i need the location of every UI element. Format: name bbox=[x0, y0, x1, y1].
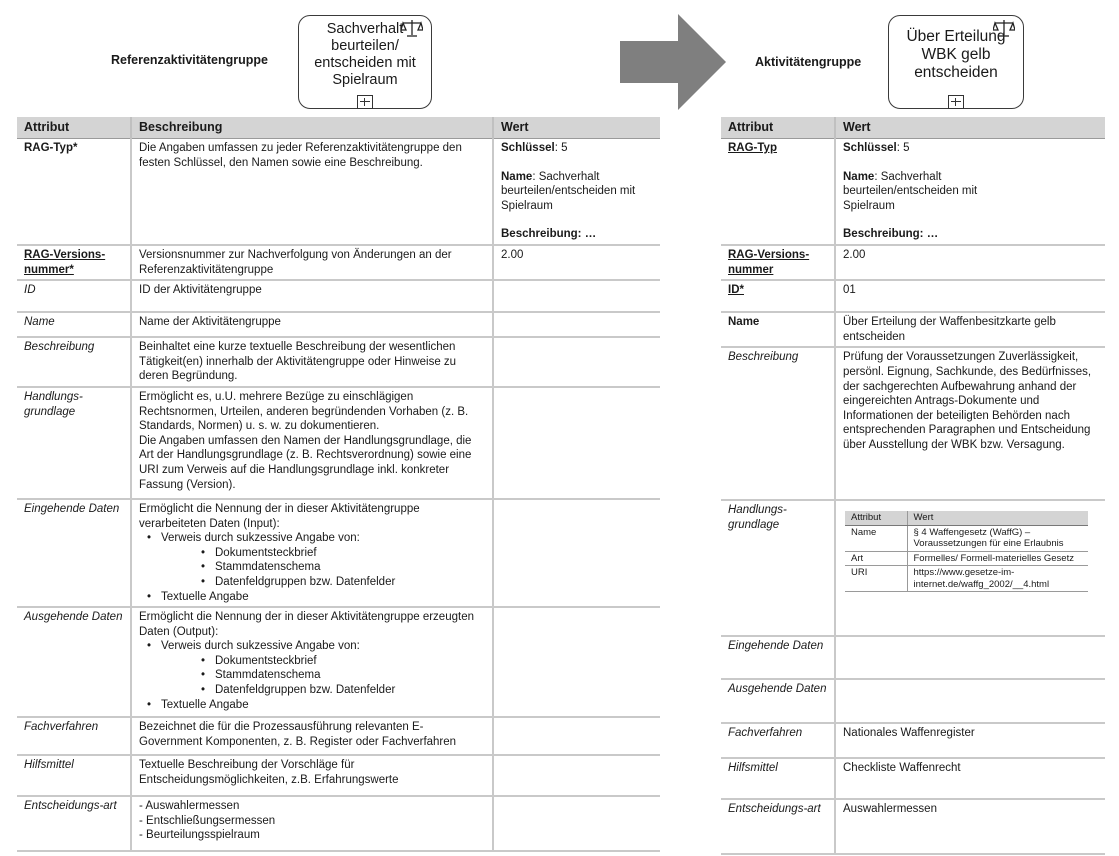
value-key-line bbox=[843, 141, 1098, 156]
table-row bbox=[17, 607, 660, 717]
attr-cell: Ausgehende Daten bbox=[17, 607, 131, 717]
task-line: Sachverhalt bbox=[326, 21, 404, 37]
list-item: • Dokumentsteckbrief bbox=[215, 654, 485, 669]
activity-task-title bbox=[906, 28, 1005, 82]
table-row bbox=[721, 799, 1105, 854]
attr-cell: Eingehende Daten bbox=[721, 636, 835, 679]
table-row bbox=[17, 139, 660, 245]
desc-cell: Textuelle Beschreibung der Vorschläge für Entscheidungsmöglichkeiten, z.B. Erfahrungswerte bbox=[131, 755, 493, 796]
key-value: : 5 bbox=[554, 142, 568, 154]
value-cell bbox=[835, 139, 1105, 245]
bullet-list bbox=[139, 531, 485, 604]
subtable-row bbox=[845, 551, 1088, 566]
reference-task-box[interactable] bbox=[298, 15, 432, 109]
table-row bbox=[721, 245, 1105, 280]
task-line: WBK gelb bbox=[921, 46, 991, 63]
sub-value: § 4 Waffengesetz (WaffG) – Voraussetzungen für eine Erlaubnis bbox=[907, 525, 1088, 551]
task-line: entscheiden mit bbox=[314, 55, 416, 71]
sub-bullet-list bbox=[161, 654, 485, 698]
table-row bbox=[721, 723, 1105, 758]
value-cell bbox=[835, 636, 1105, 679]
table-row bbox=[721, 139, 1105, 245]
bullet-list bbox=[139, 639, 485, 712]
desc-line: - Beurteilungsspielraum bbox=[139, 829, 260, 842]
table-row bbox=[721, 312, 1105, 347]
value-cell: Checkliste Waffenrecht bbox=[835, 758, 1105, 799]
attr-cell: Eingehende Daten bbox=[17, 499, 131, 607]
sub-key: URI bbox=[845, 566, 907, 592]
attr-cell: Name bbox=[17, 312, 131, 337]
name-label: Name bbox=[501, 170, 533, 183]
column-header-wert: Wert bbox=[835, 117, 1105, 139]
value-cell bbox=[493, 717, 660, 755]
sub-header-wert: Wert bbox=[907, 511, 1088, 525]
reference-group-label: Referenzaktivitätengruppe bbox=[111, 53, 268, 67]
desc-intro: Ermöglicht die Nennung der in dieser Aktivitätengruppe verarbeiteten Daten (Input): bbox=[139, 502, 420, 530]
desc-intro: Ermöglicht die Nennung der in dieser Aktivitätengruppe erzeugten Daten (Output): bbox=[139, 611, 474, 638]
uri-link[interactable]: https://www.gesetze-im-internet.de/waffg_2002/__4.html bbox=[913, 567, 1050, 590]
attr-cell: RAG-Typ* bbox=[17, 139, 131, 245]
legal-basis-subtable bbox=[845, 511, 1088, 592]
attr-cell: Name bbox=[721, 312, 835, 347]
sub-value[interactable] bbox=[907, 566, 1088, 592]
desc-cell bbox=[131, 796, 493, 851]
table-header-row bbox=[721, 117, 1105, 139]
subprocess-plus-icon[interactable] bbox=[357, 95, 373, 109]
attr-cell: Beschreibung bbox=[721, 347, 835, 500]
table-header-row bbox=[17, 117, 660, 139]
value-name-line bbox=[501, 170, 653, 214]
attr-cell: Fachverfahren bbox=[721, 723, 835, 758]
table-row bbox=[721, 636, 1105, 679]
column-header-beschreibung: Beschreibung bbox=[131, 117, 493, 139]
value-cell bbox=[835, 679, 1105, 723]
subtable-row bbox=[845, 525, 1088, 551]
attr-cell: ID bbox=[17, 280, 131, 312]
attr-cell: RAG-Versions-nummer bbox=[721, 245, 835, 280]
value-cell bbox=[493, 312, 660, 337]
value-cell: 01 bbox=[835, 280, 1105, 312]
attr-cell: Fachverfahren bbox=[17, 717, 131, 755]
list-item: • Textuelle Angabe bbox=[161, 698, 485, 713]
table-row bbox=[17, 312, 660, 337]
desc-paragraph: Ermöglicht es, u.U. mehrere Bezüge zu einschlägigen Rechtsnormen, Urteilen, anderen begründenden Vorhaben (z. B. Standards, Normen) u. s. w. zu dokumentieren. bbox=[139, 390, 469, 433]
attr-cell: ID* bbox=[721, 280, 835, 312]
sub-header-attribut: Attribut bbox=[845, 511, 907, 525]
list-item: • Dokumentsteckbrief bbox=[215, 546, 485, 561]
attr-cell: RAG-Typ bbox=[721, 139, 835, 245]
list-item: • Stammdatenschema bbox=[215, 560, 485, 575]
list-item: • Datenfeldgruppen bzw. Datenfelder bbox=[215, 575, 485, 590]
task-line: Über Erteilung bbox=[906, 28, 1006, 45]
table-row bbox=[17, 280, 660, 312]
desc-cell: Beinhaltet eine kurze textuelle Beschreibung der wesentlichen Tätigkeit(en) innerhalb der Aktivitätengruppe oder Hinweise zu deren Begründung. bbox=[131, 337, 493, 387]
key-label: Schlüssel bbox=[501, 142, 555, 154]
subprocess-plus-icon[interactable] bbox=[948, 95, 964, 109]
table-row bbox=[721, 280, 1105, 312]
desc-cell: Die Angaben umfassen zu jeder Referenzaktivitätengruppe den festen Schlüssel, den Namen sowie eine Beschreibung. bbox=[131, 139, 493, 245]
attr-cell: Handlungs-grundlage bbox=[17, 387, 131, 499]
list-item: • Textuelle Angabe bbox=[161, 590, 485, 605]
value-cell bbox=[493, 280, 660, 312]
value-cell bbox=[493, 499, 660, 607]
table-row bbox=[721, 500, 1105, 636]
desc-cell: Versionsnummer zur Nachverfolgung von Änderungen an der Referenzaktivitätengruppe bbox=[131, 245, 493, 280]
column-header-wert: Wert bbox=[493, 117, 660, 139]
desc-cell bbox=[131, 499, 493, 607]
list-item: • Stammdatenschema bbox=[215, 668, 485, 683]
table-row bbox=[721, 347, 1105, 500]
attr-cell: RAG-Versions-nummer* bbox=[17, 245, 131, 280]
attr-cell: Entscheidungs-art bbox=[17, 796, 131, 851]
attr-cell: Ausgehende Daten bbox=[721, 679, 835, 723]
sub-bullet-list bbox=[161, 546, 485, 590]
value-cell bbox=[493, 755, 660, 796]
table-row bbox=[721, 679, 1105, 723]
activity-task-box[interactable] bbox=[888, 15, 1024, 109]
value-cell: 2.00 bbox=[493, 245, 660, 280]
name-value: : Sachverhalt beurteilen/entscheiden mit Spielraum bbox=[501, 170, 636, 212]
value-cell bbox=[493, 387, 660, 499]
value-cell bbox=[493, 337, 660, 387]
key-label: Schlüssel bbox=[843, 142, 897, 154]
transition-arrow-icon bbox=[620, 14, 726, 110]
value-cell: Nationales Waffenregister bbox=[835, 723, 1105, 758]
attr-cell: Handlungs-grundlage bbox=[721, 500, 835, 636]
value-beschreibung: Beschreibung: … bbox=[501, 228, 597, 241]
value-cell: Prüfung der Voraussetzungen Zuverlässigkeit, persönl. Eignung, Sachkunde, des Bedürfnisses, der sachgerechten Aufbewahrung anhand der eingereichten Antrags-Dokumente und Informationen der beteiligten Behörden nach entsprechenden Paragraphen und Entscheidung über Ausstellung der WBK bzw. Versagung. bbox=[835, 347, 1105, 500]
attr-cell: Beschreibung bbox=[17, 337, 131, 387]
desc-cell bbox=[131, 607, 493, 717]
list-item: • Verweis durch sukzessive Angabe von: • Dokumentsteckbrief • Stammdatenschema • Datenfeldgruppen bzw. Datenfelder bbox=[161, 531, 485, 589]
table-row bbox=[17, 717, 660, 755]
subtable-header-row bbox=[845, 511, 1088, 525]
attr-cell: Hilfsmittel bbox=[721, 758, 835, 799]
task-line: entscheiden bbox=[914, 64, 998, 81]
activity-attribute-table bbox=[721, 117, 1105, 855]
key-value: : 5 bbox=[896, 142, 910, 154]
table-row bbox=[17, 796, 660, 851]
desc-line: - Entschließungsermessen bbox=[139, 814, 276, 827]
scale-icon bbox=[993, 19, 1015, 37]
sub-value: Formelles/ Formell-materielles Gesetz bbox=[907, 551, 1088, 566]
desc-cell: ID der Aktivitätengruppe bbox=[131, 280, 493, 312]
table-row bbox=[17, 499, 660, 607]
desc-paragraph: Die Angaben umfassen den Namen der Handlungsgrundlage, die Art der Handlungsgrundlage (z. B. Rechtsverordnung) sowie eine URI zum Verweis auf die Handlungsgrundlage inkl. konkreter Fassung (Version). bbox=[139, 434, 472, 491]
value-cell: Auswahlermessen bbox=[835, 799, 1105, 854]
value-cell bbox=[493, 796, 660, 851]
task-line: Spielraum bbox=[332, 72, 398, 88]
desc-cell: Name der Aktivitätengruppe bbox=[131, 312, 493, 337]
activity-group-label: Aktivitätengruppe bbox=[755, 55, 862, 69]
list-item: • Verweis durch sukzessive Angabe von: • Dokumentsteckbrief • Stammdatenschema • Datenfeldgruppen bzw. Datenfelder bbox=[161, 639, 485, 697]
value-cell bbox=[835, 500, 1105, 636]
value-cell bbox=[493, 139, 660, 245]
value-cell: 2.00 bbox=[835, 245, 1105, 280]
desc-cell bbox=[131, 387, 493, 499]
sub-key: Name bbox=[845, 525, 907, 551]
desc-line: - Auswahlermessen bbox=[139, 800, 240, 813]
task-line: beurteilen/ bbox=[331, 38, 399, 54]
table-row bbox=[17, 245, 660, 280]
table-row bbox=[17, 337, 660, 387]
column-header-attribut: Attribut bbox=[721, 117, 835, 139]
subtable-row bbox=[845, 566, 1088, 592]
table-row bbox=[17, 387, 660, 499]
reference-attribute-table bbox=[17, 117, 660, 852]
value-name-line bbox=[843, 170, 1098, 214]
name-label: Name bbox=[843, 170, 875, 183]
column-header-attribut: Attribut bbox=[17, 117, 131, 139]
attr-cell: Hilfsmittel bbox=[17, 755, 131, 796]
sub-key: Art bbox=[845, 551, 907, 566]
value-beschreibung: Beschreibung: … bbox=[843, 228, 939, 241]
name-value: : Sachverhalt beurteilen/entscheiden mit Spielraum bbox=[843, 170, 978, 212]
scale-icon bbox=[401, 19, 423, 37]
value-key-line bbox=[501, 141, 653, 156]
value-cell bbox=[493, 607, 660, 717]
value-cell: Über Erteilung der Waffenbesitzkarte gelb entscheiden bbox=[835, 312, 1105, 347]
table-row bbox=[17, 755, 660, 796]
table-row bbox=[721, 758, 1105, 799]
attr-cell: Entscheidungs-art bbox=[721, 799, 835, 854]
desc-cell: Bezeichnet die für die Prozessausführung relevanten E-Government Komponenten, z. B. Register oder Fachverfahren bbox=[131, 717, 493, 755]
list-item: • Datenfeldgruppen bzw. Datenfelder bbox=[215, 683, 485, 698]
